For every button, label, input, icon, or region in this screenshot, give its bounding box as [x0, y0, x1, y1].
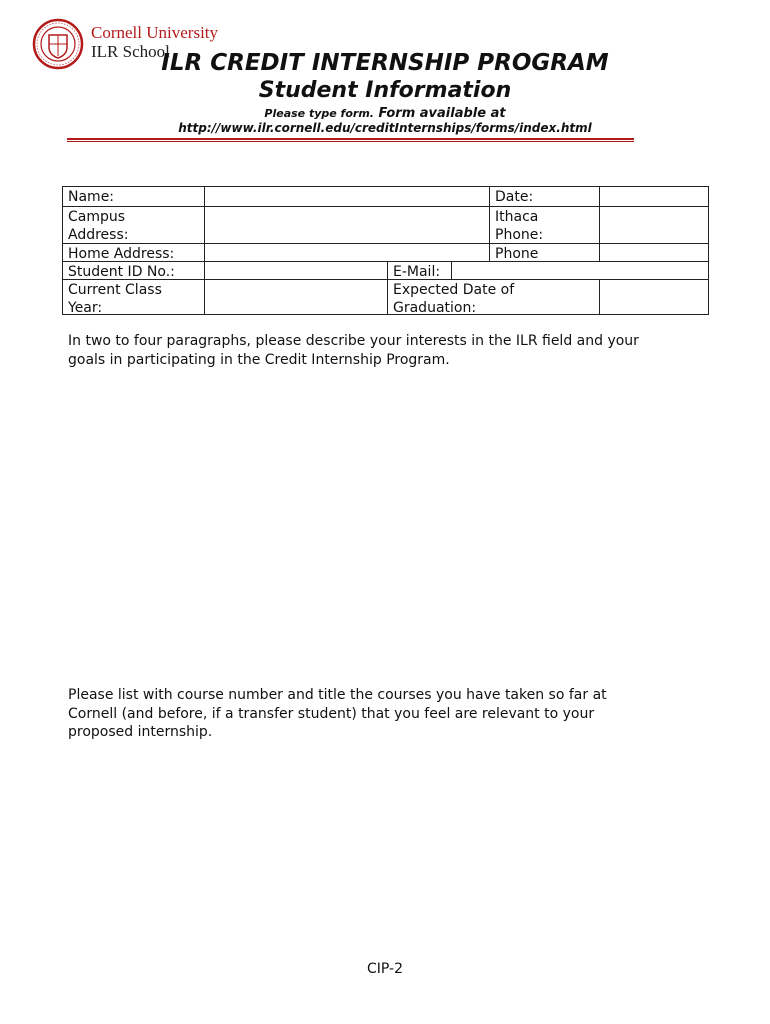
date-label: Date:: [490, 187, 600, 207]
form-url[interactable]: http://www.ilr.cornell.edu/creditInternships/forms/index.html: [178, 121, 592, 135]
campus-address-field[interactable]: [205, 207, 490, 244]
home-phone-field[interactable]: [600, 244, 708, 262]
school-name: ILR School: [91, 42, 170, 61]
email-field[interactable]: [452, 262, 708, 280]
graduation-date-field[interactable]: [600, 280, 708, 314]
email-label: E-Mail:: [388, 262, 452, 280]
note-suffix: Form available at: [373, 106, 506, 121]
interests-prompt: In two to four paragraphs, please describe your interests in the ILR field and your goals in participating in the Credit Internship Program.: [68, 333, 639, 368]
home-address-field[interactable]: [205, 244, 490, 262]
header-rule: [67, 138, 634, 140]
name-label: Name:: [63, 187, 205, 207]
ithaca-phone-field[interactable]: [600, 207, 708, 244]
class-year-field[interactable]: [205, 280, 388, 314]
note-prefix: Please type form.: [264, 107, 374, 120]
courses-prompt: Please list with course number and title the courses you have taken so far at Cornell (and before, if a transfer student) that you feel are relevant to your proposed internship.: [68, 687, 607, 740]
student-info-table: [62, 186, 709, 315]
name-field[interactable]: [205, 187, 490, 207]
form-note: [0, 106, 770, 121]
ithaca-phone-label: Ithaca Phone:: [490, 207, 600, 244]
campus-address-label: Campus Address:: [63, 207, 205, 244]
header-rule-thin: [67, 141, 634, 142]
home-phone-label: Phone: [490, 244, 600, 262]
page-code: CIP-2: [367, 961, 403, 977]
university-name: Cornell University: [91, 23, 219, 42]
home-address-label: Home Address:: [63, 244, 205, 262]
date-field[interactable]: [600, 187, 708, 207]
student-id-label: Student ID No.:: [63, 262, 205, 280]
page-subtitle: Student Information: [258, 78, 512, 103]
page-title: ILR CREDIT INTERNSHIP PROGRAM: [161, 50, 609, 76]
student-id-field[interactable]: [205, 262, 388, 280]
graduation-date-label: Expected Date of Graduation:: [388, 280, 600, 314]
class-year-label: Current Class Year:: [63, 280, 205, 314]
